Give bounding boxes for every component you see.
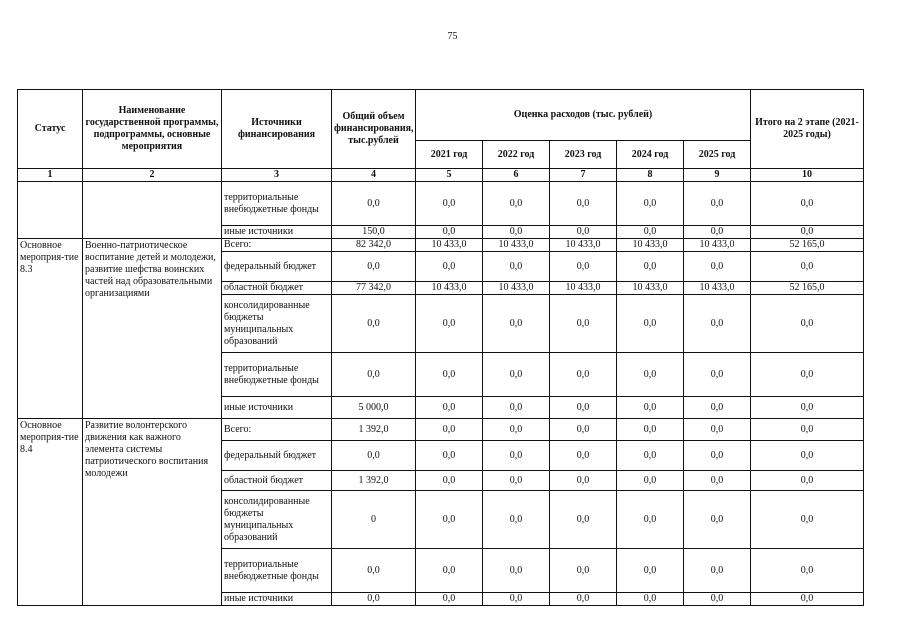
value-cell: 0,0	[550, 295, 617, 353]
value-cell: 0,0	[550, 441, 617, 471]
table-row	[18, 239, 864, 252]
value-cell: 0,0	[751, 491, 864, 549]
value-cell: 0,0	[751, 295, 864, 353]
value-cell: 0,0	[483, 549, 550, 593]
value-cell: 10 433,0	[684, 282, 751, 295]
header-year: 2024 год	[617, 141, 684, 169]
value-cell: 0,0	[617, 549, 684, 593]
header-year: 2025 год	[684, 141, 751, 169]
value-cell: 77 342,0	[332, 282, 416, 295]
header-year: 2022 год	[483, 141, 550, 169]
column-number: 3	[222, 169, 332, 182]
column-number: 6	[483, 169, 550, 182]
source-cell: иные источники	[222, 593, 332, 606]
source-cell: областной бюджет	[222, 282, 332, 295]
value-cell: 0,0	[550, 353, 617, 397]
value-cell: 0,0	[617, 397, 684, 419]
value-cell: 0,0	[751, 549, 864, 593]
value-cell: 0,0	[550, 252, 617, 282]
column-number: 2	[83, 169, 222, 182]
value-cell: 0,0	[751, 441, 864, 471]
source-cell: Всего:	[222, 419, 332, 441]
header-year: 2021 год	[416, 141, 483, 169]
value-cell: 0,0	[550, 226, 617, 239]
value-cell: 0,0	[483, 295, 550, 353]
value-cell: 0,0	[684, 491, 751, 549]
source-cell: Всего:	[222, 239, 332, 252]
value-cell: 10 433,0	[416, 282, 483, 295]
value-cell: 10 433,0	[617, 239, 684, 252]
column-number: 10	[751, 169, 864, 182]
value-cell: 0,0	[684, 182, 751, 226]
value-cell: 0,0	[617, 419, 684, 441]
column-number: 5	[416, 169, 483, 182]
value-cell: 10 433,0	[483, 239, 550, 252]
page-number: 75	[447, 31, 458, 42]
status-cell: Основное мероприя-тие 8.4	[18, 419, 83, 606]
value-cell: 0,0	[751, 471, 864, 491]
value-cell: 0,0	[751, 397, 864, 419]
value-cell: 0,0	[617, 471, 684, 491]
value-cell: 0,0	[416, 353, 483, 397]
header-total: Общий объем финансирования, тыс.рублей	[332, 90, 416, 169]
value-cell: 0,0	[684, 226, 751, 239]
column-number-row	[18, 169, 864, 182]
value-cell: 52 165,0	[751, 282, 864, 295]
value-cell: 0,0	[416, 226, 483, 239]
table-row	[18, 419, 864, 441]
value-cell: 0,0	[416, 549, 483, 593]
value-cell: 5 000,0	[332, 397, 416, 419]
value-cell: 0,0	[483, 441, 550, 471]
value-cell: 0,0	[332, 593, 416, 606]
budget-table-wrapper	[17, 89, 864, 606]
value-cell: 150,0	[332, 226, 416, 239]
value-cell: 0,0	[416, 471, 483, 491]
header-year: 2023 год	[550, 141, 617, 169]
value-cell: 0,0	[550, 491, 617, 549]
value-cell: 0,0	[684, 252, 751, 282]
source-cell: иные источники	[222, 397, 332, 419]
header-status: Статус	[18, 90, 83, 169]
value-cell: 0,0	[684, 441, 751, 471]
value-cell: 1 392,0	[332, 471, 416, 491]
value-cell: 0,0	[550, 593, 617, 606]
value-cell: 0,0	[550, 182, 617, 226]
value-cell: 0,0	[617, 252, 684, 282]
header-name: Наименование государственной программы, подпрограммы, основные мероприятия	[83, 90, 222, 169]
header-stage-total: Итого на 2 этапе (2021-2025 годы)	[751, 90, 864, 169]
value-cell: 0,0	[332, 295, 416, 353]
value-cell: 0,0	[550, 397, 617, 419]
source-cell: консолидированные бюджеты муниципальных образований	[222, 295, 332, 353]
value-cell: 0,0	[617, 353, 684, 397]
value-cell: 0,0	[332, 353, 416, 397]
source-cell: областной бюджет	[222, 471, 332, 491]
value-cell: 0,0	[483, 471, 550, 491]
value-cell: 0,0	[483, 419, 550, 441]
value-cell: 0,0	[684, 549, 751, 593]
source-cell: территориальные внебюджетные фонды	[222, 182, 332, 226]
name-cell: Военно-патриотическое воспитание детей и молодежи, развитие шефства воинских частей над образовательными организациями	[83, 239, 222, 419]
value-cell: 0,0	[617, 593, 684, 606]
name-cell: Развитие волонтерского движения как важного элемента системы патриотического воспитания молодежи	[83, 419, 222, 606]
name-cell	[83, 182, 222, 239]
header-sources: Источники финансирования	[222, 90, 332, 169]
value-cell: 0,0	[684, 593, 751, 606]
value-cell: 0,0	[550, 419, 617, 441]
value-cell: 0,0	[751, 353, 864, 397]
source-cell: федеральный бюджет	[222, 441, 332, 471]
value-cell: 0,0	[416, 182, 483, 226]
value-cell: 1 392,0	[332, 419, 416, 441]
value-cell: 0,0	[684, 419, 751, 441]
value-cell: 0	[332, 491, 416, 549]
source-cell: иные источники	[222, 226, 332, 239]
value-cell: 10 433,0	[416, 239, 483, 252]
value-cell: 0,0	[483, 593, 550, 606]
value-cell: 10 433,0	[684, 239, 751, 252]
value-cell: 0,0	[684, 397, 751, 419]
value-cell: 0,0	[617, 182, 684, 226]
budget-table	[17, 89, 864, 606]
value-cell: 0,0	[550, 471, 617, 491]
value-cell: 0,0	[483, 397, 550, 419]
value-cell: 0,0	[751, 419, 864, 441]
value-cell: 0,0	[483, 252, 550, 282]
value-cell: 0,0	[416, 419, 483, 441]
value-cell: 0,0	[332, 182, 416, 226]
value-cell: 0,0	[617, 226, 684, 239]
value-cell: 0,0	[751, 593, 864, 606]
source-cell: консолидированные бюджеты муниципальных образований	[222, 491, 332, 549]
value-cell: 0,0	[751, 252, 864, 282]
value-cell: 0,0	[332, 441, 416, 471]
value-cell: 0,0	[416, 252, 483, 282]
status-cell: Основное мероприя-тие 8.3	[18, 239, 83, 419]
value-cell: 10 433,0	[550, 282, 617, 295]
column-number: 7	[550, 169, 617, 182]
value-cell: 0,0	[416, 491, 483, 549]
value-cell: 0,0	[550, 549, 617, 593]
value-cell: 0,0	[416, 397, 483, 419]
value-cell: 52 165,0	[751, 239, 864, 252]
value-cell: 0,0	[483, 353, 550, 397]
value-cell: 0,0	[332, 549, 416, 593]
value-cell: 0,0	[684, 471, 751, 491]
column-number: 4	[332, 169, 416, 182]
value-cell: 0,0	[416, 593, 483, 606]
source-cell: территориальные внебюджетные фонды	[222, 549, 332, 593]
value-cell: 0,0	[483, 491, 550, 549]
value-cell: 0,0	[617, 295, 684, 353]
status-cell	[18, 182, 83, 239]
value-cell: 0,0	[483, 226, 550, 239]
value-cell: 0,0	[416, 295, 483, 353]
value-cell: 82 342,0	[332, 239, 416, 252]
value-cell: 0,0	[483, 182, 550, 226]
table-row	[18, 182, 864, 226]
value-cell: 0,0	[684, 353, 751, 397]
value-cell: 0,0	[617, 491, 684, 549]
source-cell: территориальные внебюджетные фонды	[222, 353, 332, 397]
header-estimate: Оценка расходов (тыс. рублей)	[416, 90, 751, 141]
value-cell: 0,0	[332, 252, 416, 282]
value-cell: 0,0	[751, 226, 864, 239]
value-cell: 10 433,0	[617, 282, 684, 295]
source-cell: федеральный бюджет	[222, 252, 332, 282]
value-cell: 0,0	[751, 182, 864, 226]
value-cell: 0,0	[684, 295, 751, 353]
column-number: 9	[684, 169, 751, 182]
value-cell: 10 433,0	[483, 282, 550, 295]
value-cell: 0,0	[617, 441, 684, 471]
column-number: 1	[18, 169, 83, 182]
value-cell: 0,0	[416, 441, 483, 471]
column-number: 8	[617, 169, 684, 182]
value-cell: 10 433,0	[550, 239, 617, 252]
